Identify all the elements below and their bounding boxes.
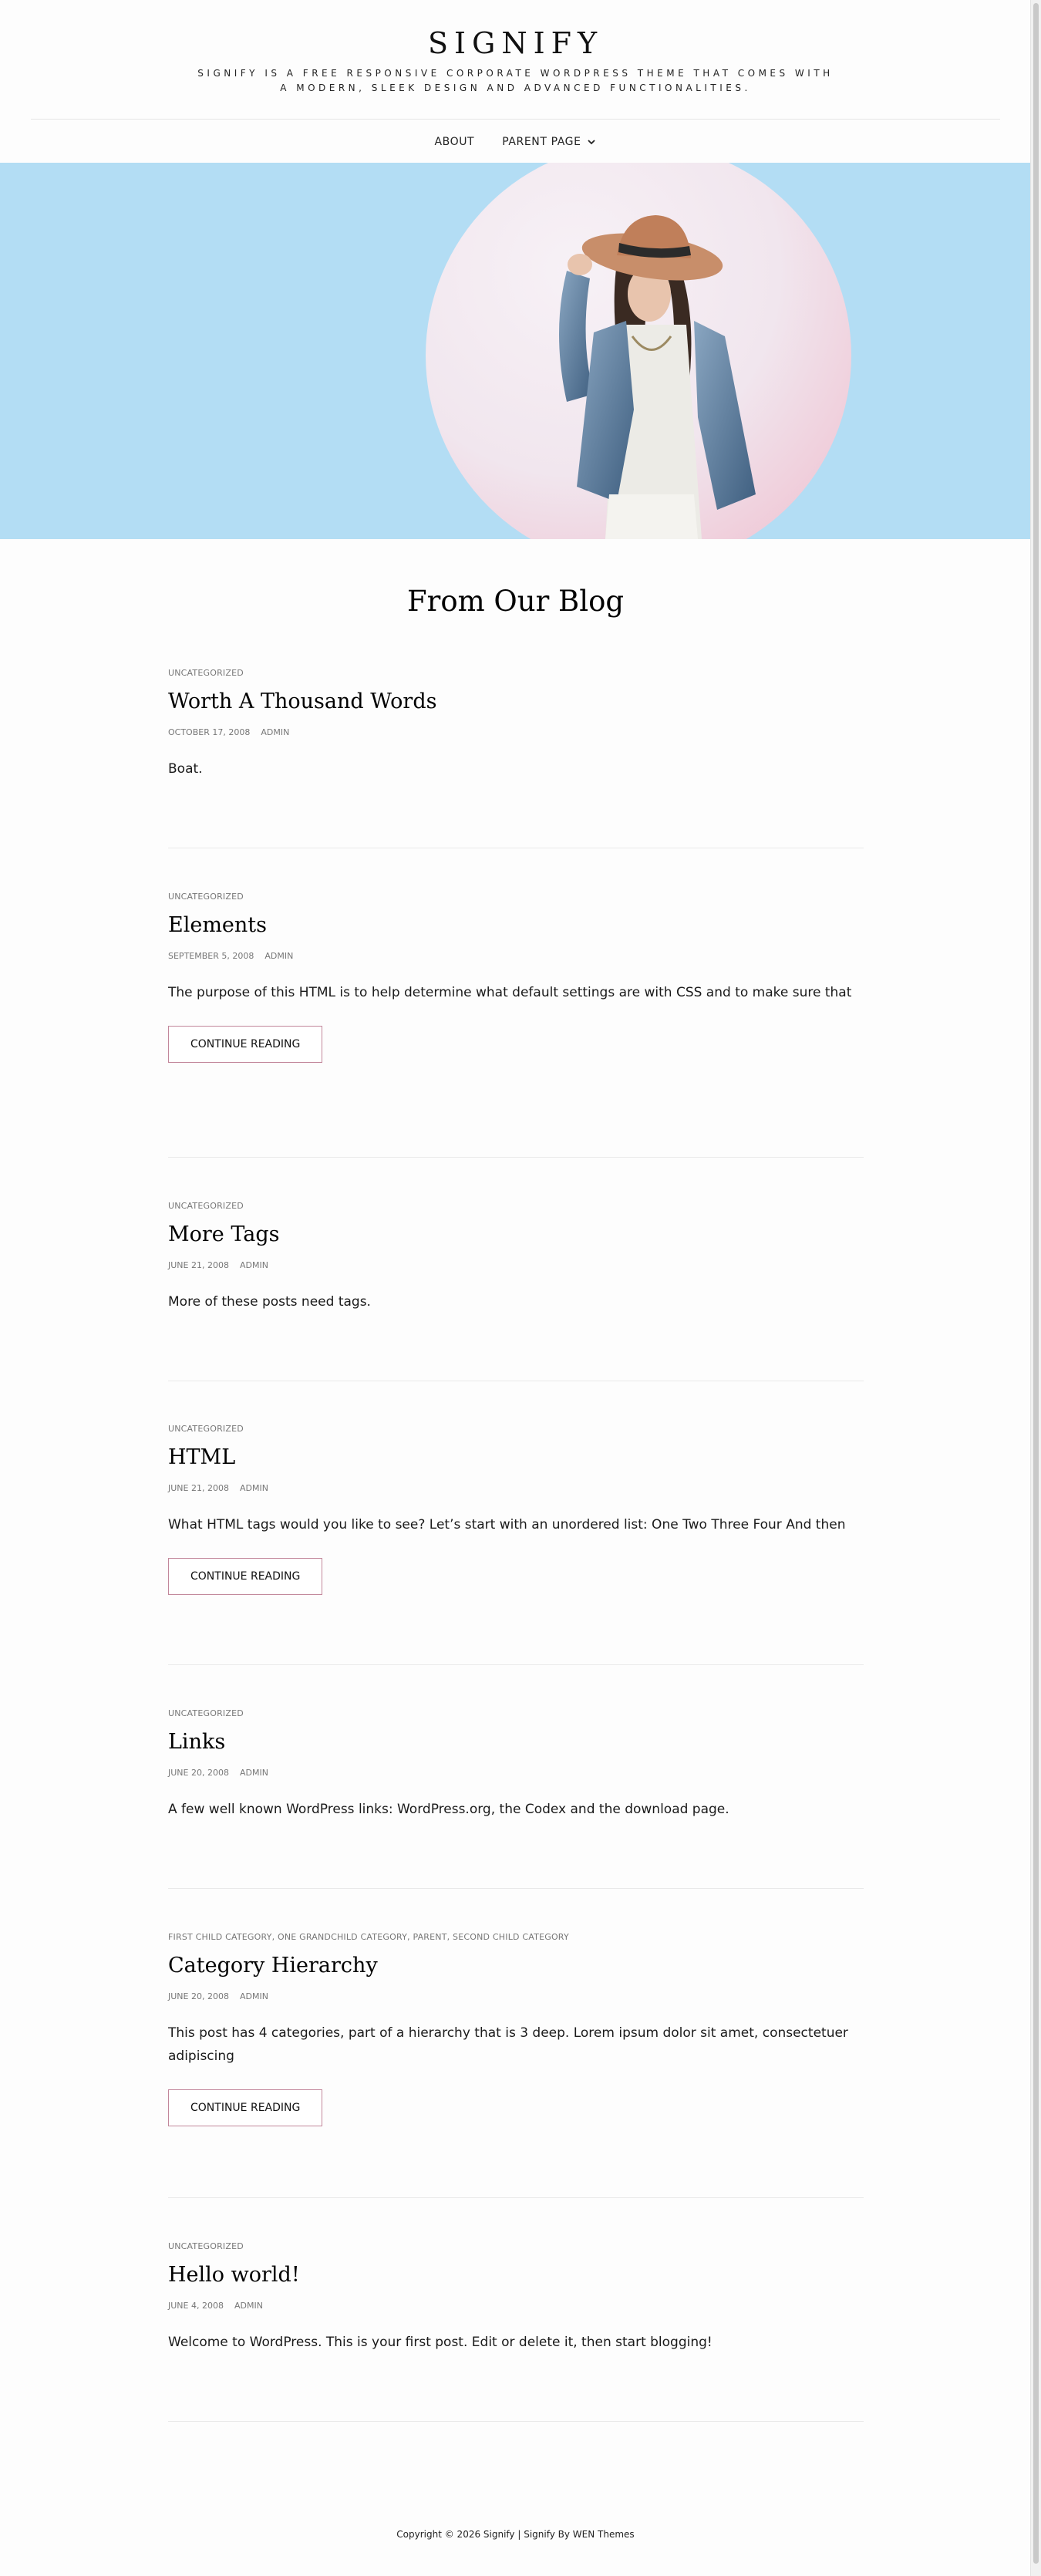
blog-heading: From Our Blog (406, 585, 625, 618)
post-author[interactable]: ADMIN (239, 1991, 268, 2001)
scrollbar-thumb[interactable] (1033, 3, 1039, 2564)
post-excerpt: Welcome to WordPress. This is your first post. Edit or delete it, then start blogging! (168, 2335, 713, 2350)
post-meta (168, 1768, 864, 1778)
post-item (168, 1708, 864, 1821)
site-title[interactable]: SIGNIFY (427, 26, 604, 60)
post-meta (168, 2301, 864, 2311)
post-date[interactable]: JUNE 20, 2008 (168, 1991, 229, 2001)
post-item (168, 892, 864, 1063)
post-meta (168, 727, 864, 737)
post-meta (168, 951, 864, 961)
post-divider (168, 1664, 864, 1665)
post-excerpt: More of these posts need tags. (168, 1294, 371, 1310)
post-item (168, 1424, 864, 1595)
nav-item-label: ABOUT (434, 136, 475, 148)
post-divider (168, 1157, 864, 1158)
category-link[interactable]: SECOND CHILD CATEGORY (453, 1932, 569, 1942)
post-meta (168, 1260, 864, 1270)
post-excerpt: A few well known WordPress links: WordPress.org, the Codex and the download page. (168, 1802, 729, 1817)
category-link[interactable]: PARENT (413, 1932, 447, 1942)
main-nav (0, 120, 1031, 164)
category-link[interactable]: UNCATEGORIZED (168, 668, 244, 678)
post-title[interactable]: Worth A Thousand Words (168, 690, 437, 713)
hero-banner (0, 163, 1031, 539)
post-categories (168, 2241, 864, 2251)
post-date[interactable]: JUNE 21, 2008 (168, 1483, 229, 1493)
post-categories: FIRST CHILD CATEGORY, ONE GRANDCHILD CATEGORY, PARENT, SECOND CHILD CATEGORY (168, 1932, 569, 1942)
category-link[interactable]: UNCATEGORIZED (168, 2241, 244, 2251)
post-item (168, 1201, 864, 1313)
continue-reading-button[interactable]: CONTINUE READING (168, 1558, 322, 1595)
post-author[interactable]: ADMIN (239, 1768, 268, 1778)
post-title[interactable]: Hello world! (168, 2263, 300, 2287)
category-link[interactable]: FIRST CHILD CATEGORY (168, 1932, 272, 1942)
post-date[interactable]: JUNE 4, 2008 (168, 2301, 224, 2311)
post-title[interactable]: Category Hierarchy (168, 1954, 378, 1978)
category-link[interactable]: UNCATEGORIZED (168, 892, 244, 902)
post-categories (168, 1708, 864, 1718)
post-author[interactable]: ADMIN (261, 727, 290, 737)
hero-image (0, 163, 1031, 539)
nav-item-label: PARENT PAGE (502, 136, 581, 148)
post-author[interactable]: ADMIN (239, 1260, 268, 1270)
post-author[interactable]: ADMIN (234, 2301, 263, 2311)
post-categories (168, 668, 864, 678)
post-date[interactable]: JUNE 20, 2008 (168, 1768, 229, 1778)
nav-item-parent-page[interactable] (502, 136, 596, 148)
post-title[interactable]: More Tags (168, 1222, 280, 1246)
site-footer (0, 2529, 1031, 2540)
category-link[interactable]: UNCATEGORIZED (168, 1708, 244, 1718)
post-title[interactable]: Links (168, 1730, 226, 1754)
post-date[interactable]: JUNE 21, 2008 (168, 1260, 229, 1270)
category-link[interactable]: UNCATEGORIZED (168, 1201, 244, 1211)
post-meta (168, 1991, 864, 2001)
post-categories (168, 1424, 864, 1434)
post-author[interactable]: ADMIN (264, 951, 294, 961)
post-excerpt: This post has 4 categories, part of a hierarchy that is 3 deep. Lorem ipsum dolor sit amet, consectetuer adipiscing (168, 2025, 848, 2064)
post-excerpt: The purpose of this HTML is to help determine what default settings are with CSS and to make sure that (168, 985, 852, 1000)
post-item (168, 668, 864, 781)
site-description: SIGNIFY IS A FREE RESPONSIVE CORPORATE WORDPRESS THEME THAT COMES WITH A MODERN, SLEEK DESIGN AND ADVANCED FUNCTIONALITIES. (197, 68, 834, 93)
post-item (168, 1932, 864, 2126)
post-date[interactable]: OCTOBER 17, 2008 (168, 727, 251, 737)
post-divider (168, 1888, 864, 1889)
chevron-down-icon (586, 137, 597, 147)
category-link[interactable]: UNCATEGORIZED (168, 1424, 244, 1434)
post-title[interactable]: HTML (168, 1445, 236, 1469)
post-divider (168, 2197, 864, 2198)
nav-item-about[interactable] (434, 136, 474, 148)
continue-reading-button[interactable]: CONTINUE READING (168, 2089, 322, 2126)
footer-copyright: Copyright © 2026 Signify | Signify By WEN Themes (396, 2529, 635, 2540)
post-date[interactable]: SEPTEMBER 5, 2008 (168, 951, 254, 961)
category-link[interactable]: ONE GRANDCHILD CATEGORY (277, 1932, 408, 1942)
post-divider (168, 2421, 864, 2422)
post-excerpt: What HTML tags would you like to see? Let’s start with an unordered list: One Two Three Four And then (168, 1517, 846, 1532)
post-title[interactable]: Elements (168, 913, 267, 937)
post-item (168, 2241, 864, 2354)
post-excerpt: Boat. (168, 761, 203, 777)
site-header (0, 0, 1031, 164)
post-author[interactable]: ADMIN (239, 1483, 268, 1493)
post-categories (168, 892, 864, 902)
post-meta (168, 1483, 864, 1493)
page-scrollbar[interactable] (1030, 0, 1041, 2576)
post-categories (168, 1201, 864, 1211)
continue-reading-button[interactable]: CONTINUE READING (168, 1026, 322, 1063)
